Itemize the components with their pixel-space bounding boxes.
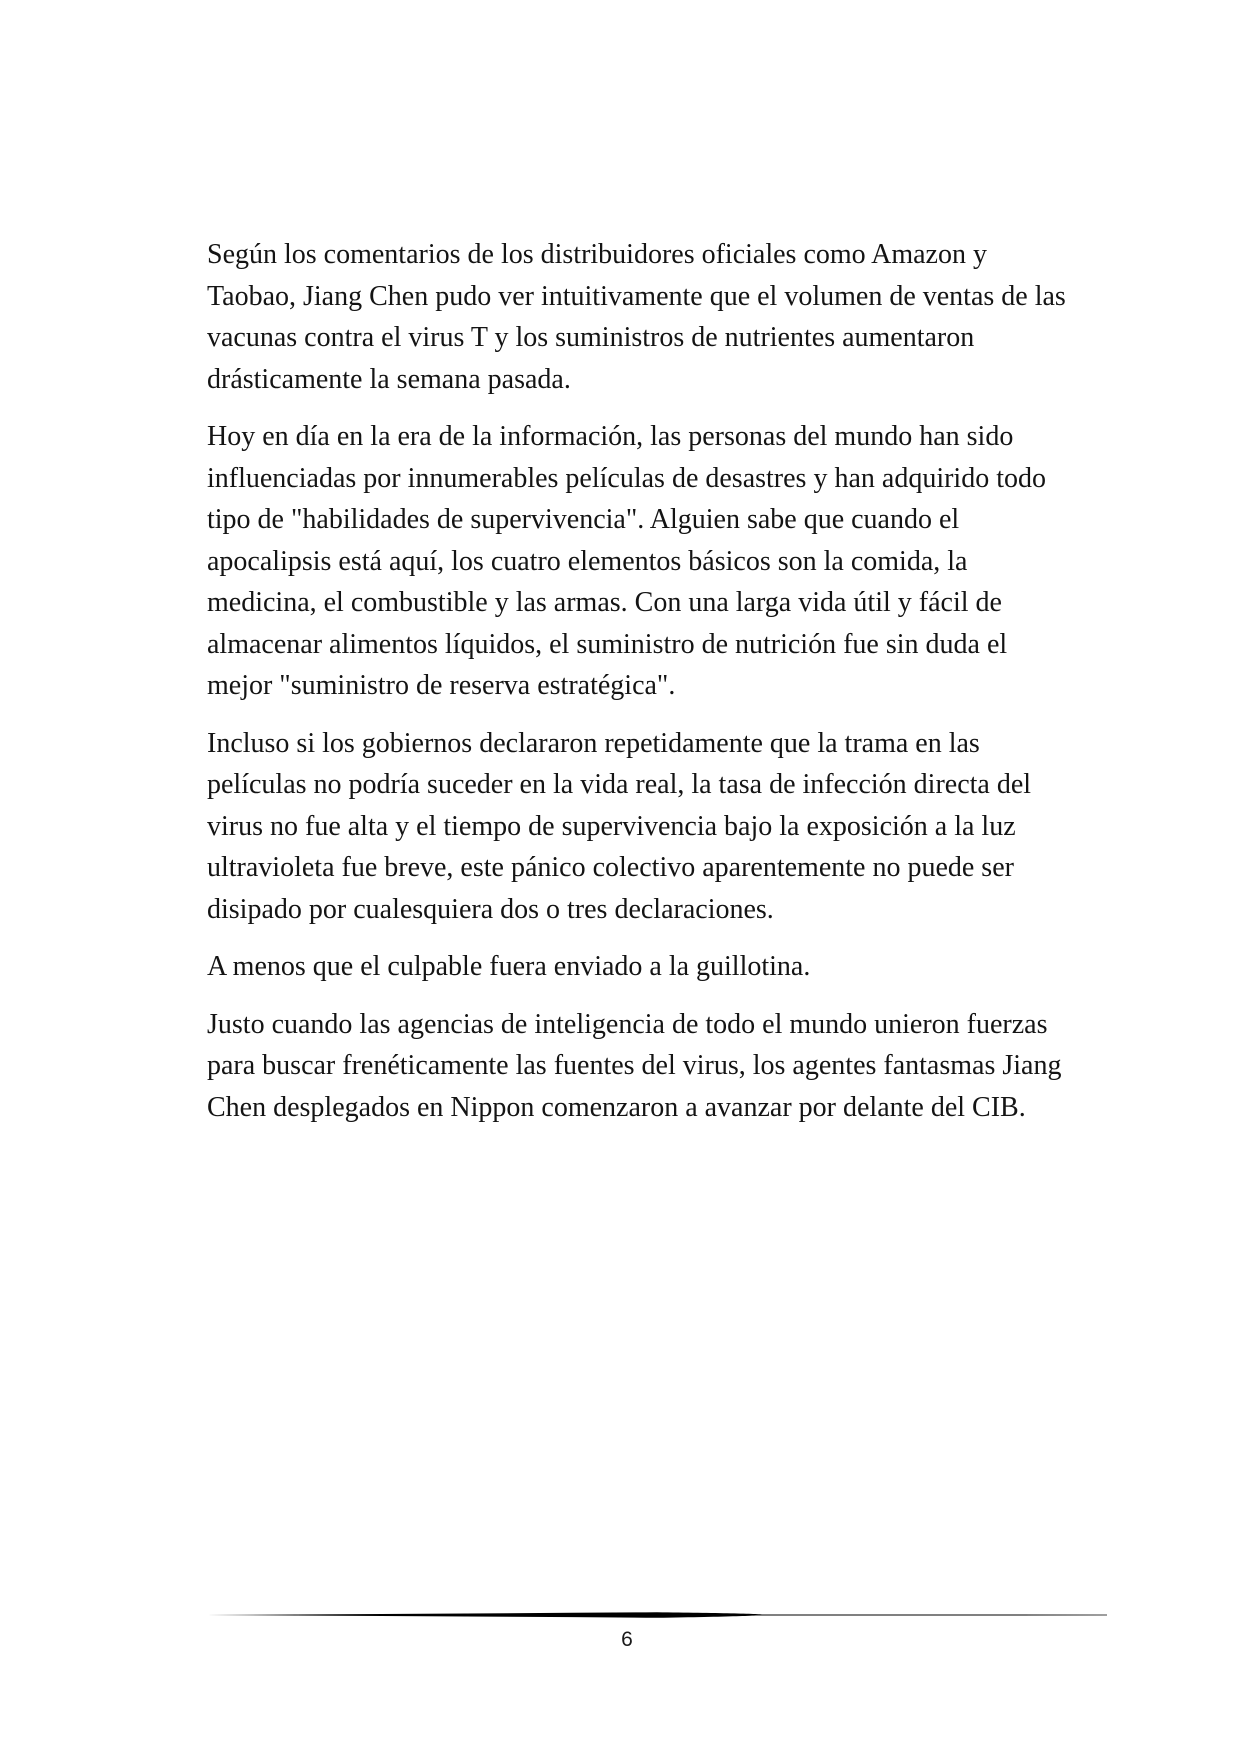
paragraph-2: Hoy en día en la era de la información, las personas del mundo han sido influenciadas por innumerables películas de desastres y han adquirido todo tipo de "habilidades de supervivencia". Alguien sabe que cuando el apocalipsis está aquí, los cuatro elementos básicos son la comida, la medicina, el combustible y las armas. Con una larga vida útil y fácil de almacenar alimentos líquidos, el suministro de nutrición fue sin duda el mejor "suministro de reserva estratégica".	[207, 421, 1046, 701]
page-number: 6	[621, 1628, 633, 1651]
paragraph-5: Justo cuando las agencias de inteligencia de todo el mundo unieron fuerzas para buscar frenéticamente las fuentes del virus, los agentes fantasmas Jiang Chen desplegados en Nippon comenzaron a avanzar por delante del CIB.	[207, 1008, 1062, 1123]
body-text	[207, 234, 1067, 1144]
paragraph-4: A menos que el culpable fuera enviado a la guillotina.	[207, 951, 811, 982]
paragraph-3: Incluso si los gobiernos declararon repetidamente que la trama en las películas no podría suceder en la vida real, la tasa de infección directa del virus no fue alta y el tiempo de supervivencia bajo la exposición a la luz ultravioleta fue breve, este pánico colectivo aparentemente no puede ser disipado por cualesquiera dos o tres declaraciones.	[207, 727, 1032, 925]
footer-divider	[207, 1608, 1107, 1622]
paragraph-1: Según los comentarios de los distribuidores oficiales como Amazon y Taobao, Jiang Chen pudo ver intuitivamente que el volumen de ventas de las vacunas contra el virus T y los suministros de nutrientes aumentaron drásticamente la semana pasada.	[207, 239, 1066, 395]
